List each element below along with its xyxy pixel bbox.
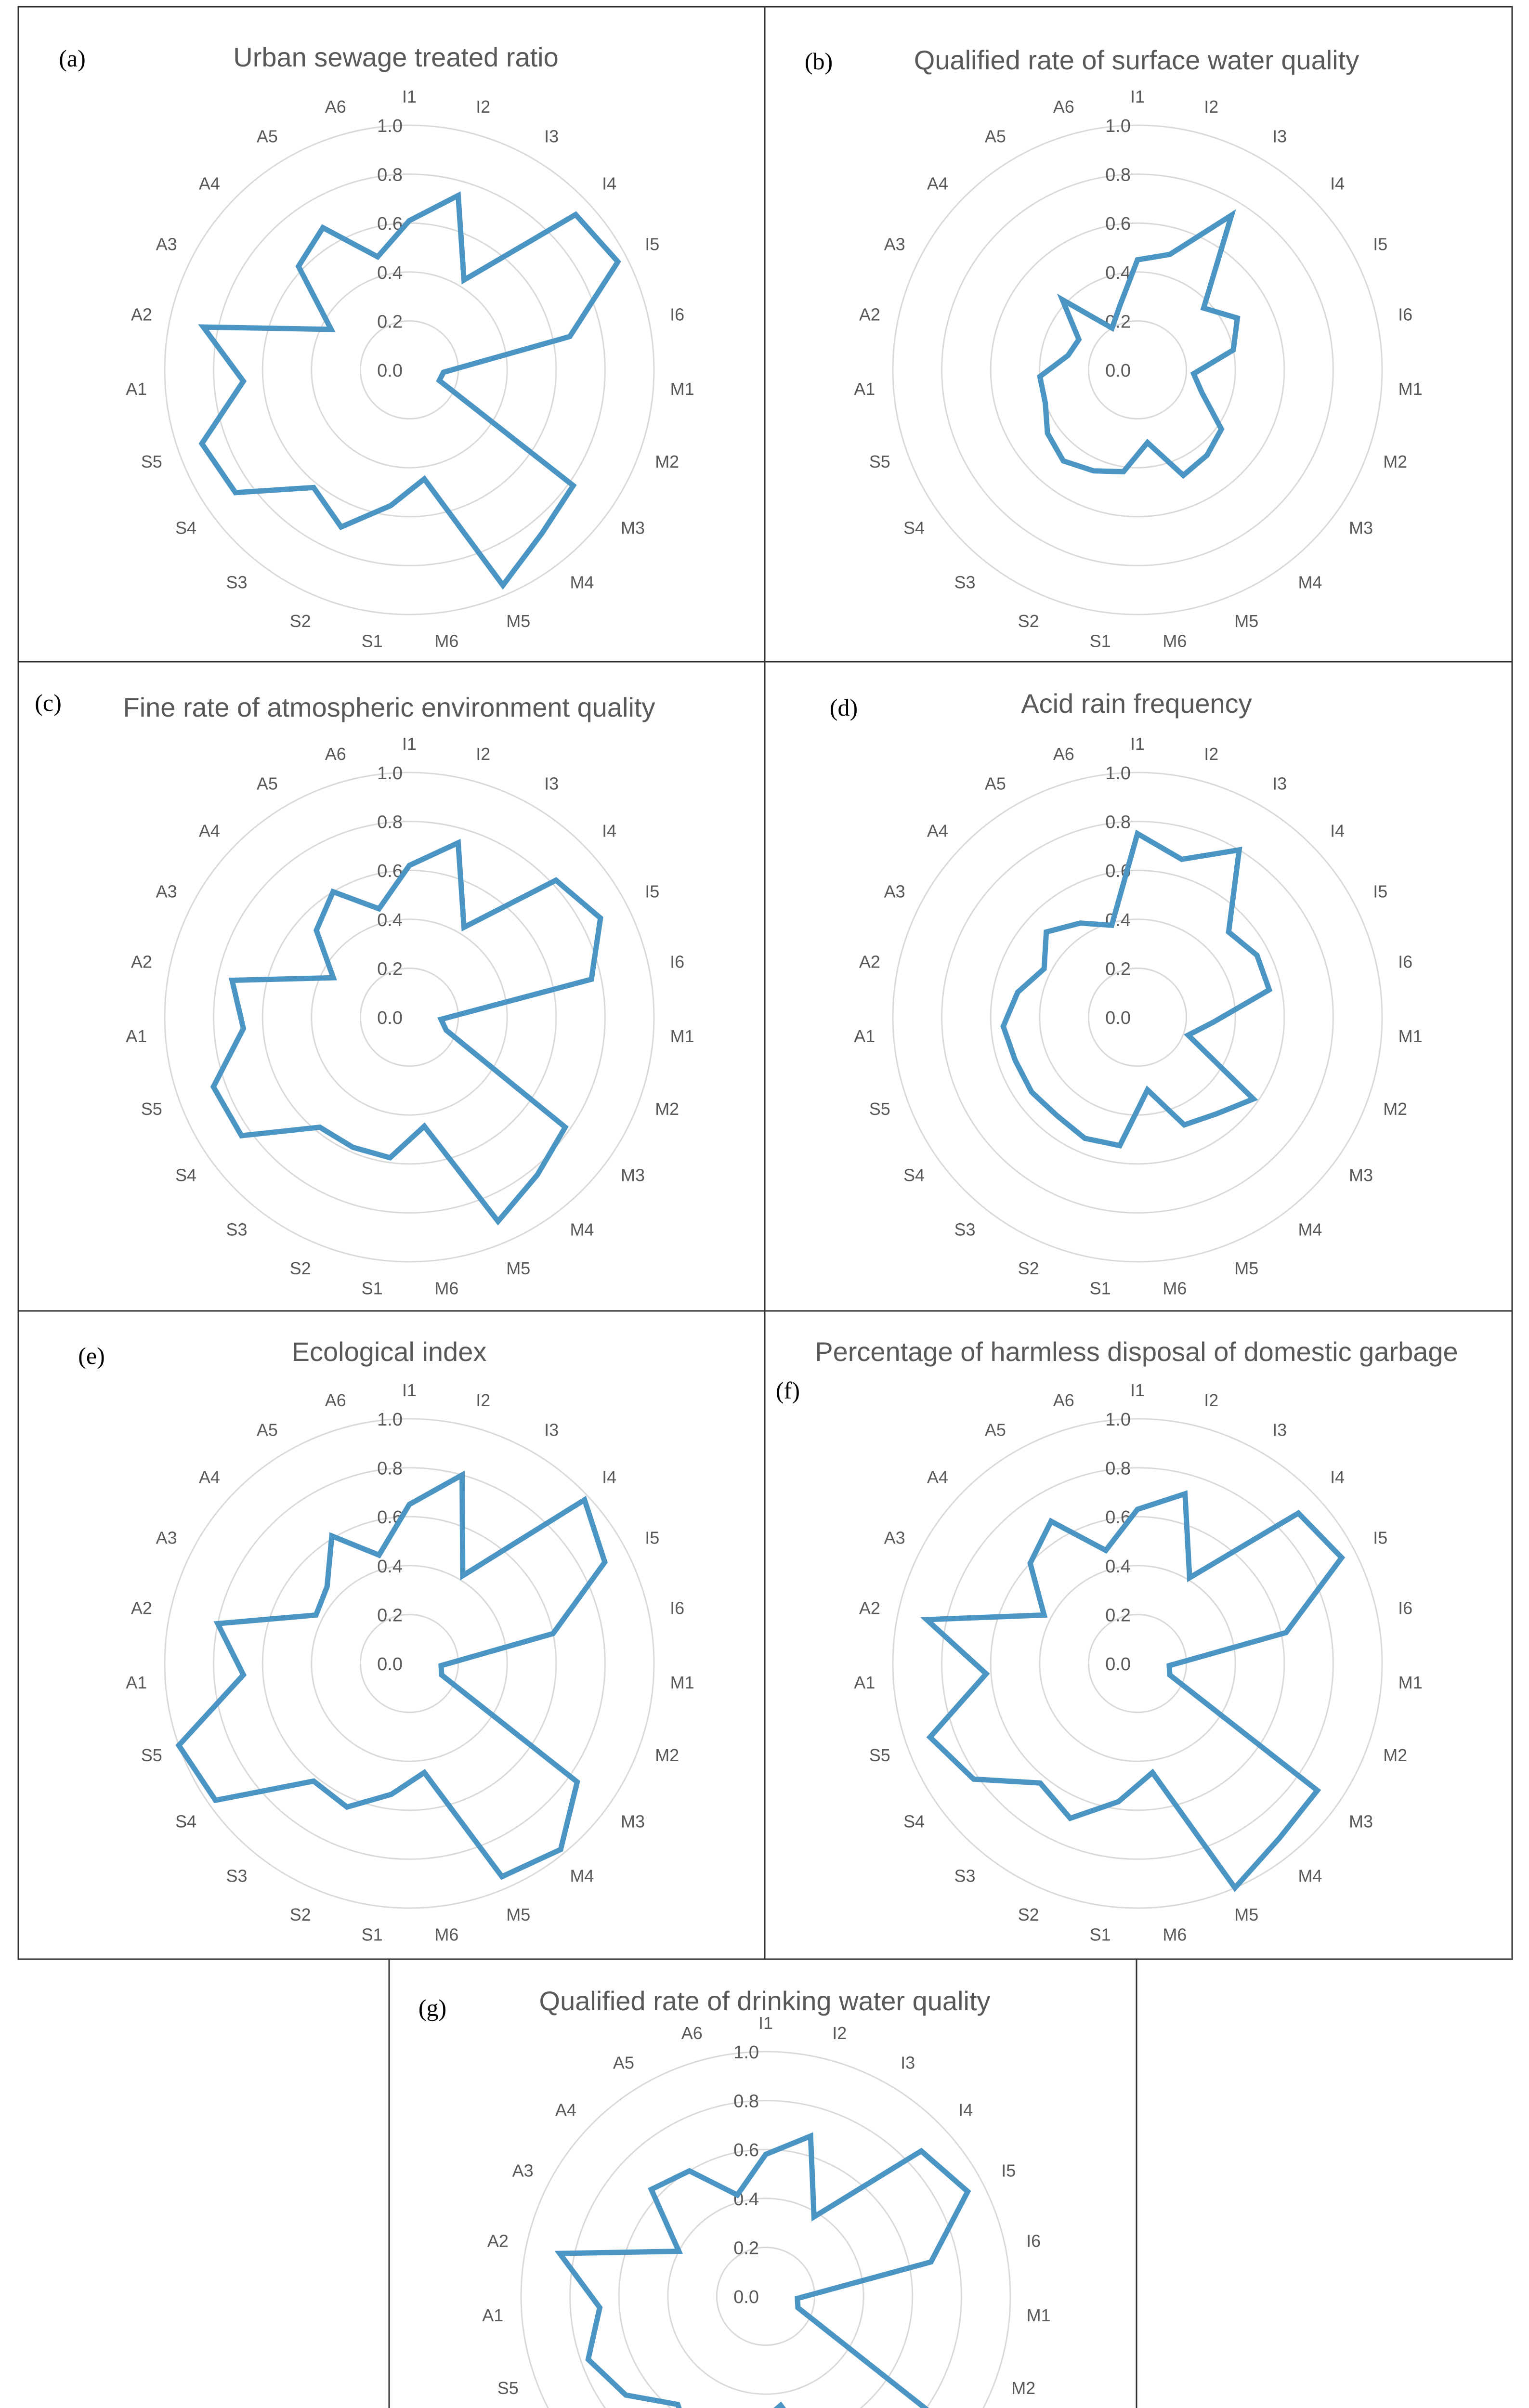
tick-label: 0.2 [1105, 312, 1131, 332]
category-label: M1 [1026, 2305, 1051, 2325]
category-label: A4 [555, 2100, 576, 2120]
category-label: S4 [175, 1811, 196, 1832]
category-label: M3 [1349, 518, 1373, 538]
grid-ring [262, 223, 556, 517]
tick-label: 0.0 [1105, 1654, 1131, 1675]
category-label: A1 [854, 1026, 876, 1046]
category-label: A5 [984, 773, 1006, 794]
category-label: S5 [869, 452, 890, 472]
category-label: M1 [670, 1026, 694, 1046]
category-label: I5 [645, 881, 660, 902]
category-label: M4 [1298, 572, 1322, 592]
category-label: A6 [325, 1390, 346, 1411]
chart-title: Ecological index [291, 1336, 487, 1367]
category-label: M5 [1234, 611, 1259, 631]
category-label: I4 [602, 173, 617, 194]
category-label: I6 [1026, 2231, 1041, 2251]
tick-label: 0.6 [1105, 861, 1131, 882]
category-label: S3 [954, 572, 976, 592]
category-label: S2 [1018, 1904, 1039, 1924]
category-label: I3 [1272, 773, 1287, 794]
grid-ring [262, 870, 556, 1164]
category-label: S4 [175, 1165, 196, 1185]
panel-border [18, 7, 765, 662]
grid-ring [312, 919, 507, 1115]
tick-label: 0.8 [377, 812, 403, 833]
panel-label: (f) [776, 1377, 800, 1404]
category-label: I5 [1373, 881, 1388, 902]
tick-label: 0.8 [1105, 812, 1131, 833]
category-label: M1 [1398, 1026, 1423, 1046]
tick-label: 0.4 [1105, 910, 1131, 930]
category-label: M2 [1011, 2378, 1036, 2398]
category-label: I2 [1204, 1390, 1219, 1411]
category-label: M3 [1349, 1165, 1373, 1185]
grid-ring [893, 772, 1382, 1262]
category-label: A1 [126, 379, 147, 399]
category-label: I5 [645, 234, 660, 254]
tick-label: 0.0 [377, 1008, 403, 1028]
category-label: S1 [361, 1278, 383, 1298]
category-label: I3 [901, 2053, 915, 2073]
chart-title: Fine rate of atmospheric environment quality [123, 692, 655, 722]
category-label: A5 [256, 1420, 278, 1440]
category-label: I5 [1373, 234, 1388, 254]
category-label: A6 [1053, 1390, 1074, 1411]
grid-ring [991, 870, 1284, 1164]
category-label: S4 [903, 1811, 925, 1832]
category-label: I5 [645, 1528, 660, 1548]
category-label: M4 [570, 572, 594, 592]
tick-label: 0.2 [377, 959, 403, 980]
category-label: A5 [984, 1420, 1006, 1440]
panel-label: (b) [804, 48, 833, 75]
category-label: I4 [602, 821, 617, 841]
category-label: M1 [670, 379, 694, 399]
category-label: M2 [655, 1099, 680, 1119]
category-label: I2 [1204, 744, 1219, 764]
category-label: S1 [1089, 631, 1111, 651]
category-label: I6 [1398, 952, 1413, 972]
category-label: S5 [497, 2378, 519, 2398]
radar-panel [765, 662, 1512, 1311]
category-label: A2 [131, 952, 152, 972]
category-label: M2 [1383, 1745, 1408, 1766]
tick-label: 0.4 [377, 262, 403, 283]
radar-panel [18, 1311, 765, 1959]
grid-ring [991, 1517, 1284, 1810]
tick-label: 0.0 [1105, 1008, 1131, 1028]
category-label: A1 [854, 379, 876, 399]
tick-label: 0.0 [733, 2287, 759, 2307]
tick-label: 0.8 [1105, 1458, 1131, 1479]
chart-title: Percentage of harmless disposal of domestic garbage [815, 1336, 1458, 1367]
category-label: I2 [476, 744, 491, 764]
radar-panel [389, 1959, 1137, 2408]
category-label: I2 [476, 97, 491, 117]
category-label: M5 [1234, 1904, 1259, 1924]
category-label: I6 [1398, 1598, 1413, 1618]
chart-title: Qualified rate of surface water quality [914, 45, 1359, 75]
category-label: M4 [1298, 1219, 1322, 1240]
category-label: I1 [1130, 734, 1145, 754]
category-label: M3 [621, 1811, 645, 1832]
category-label: S4 [903, 518, 925, 538]
tick-label: 0.4 [1105, 262, 1131, 283]
category-label: I4 [958, 2100, 973, 2120]
category-label: M2 [655, 452, 680, 472]
tick-label: 0.8 [733, 2091, 759, 2112]
tick-label: 0.8 [377, 165, 403, 185]
category-label: M3 [621, 518, 645, 538]
grid-ring [1040, 1566, 1235, 1761]
tick-label: 1.0 [1105, 116, 1131, 136]
chart-title: Qualified rate of drinking water quality [539, 1986, 991, 2016]
category-label: I5 [1373, 1528, 1388, 1548]
category-label: A1 [482, 2305, 504, 2325]
category-label: M6 [434, 631, 459, 651]
category-label: A5 [256, 126, 278, 146]
tick-label: 0.6 [377, 861, 403, 882]
category-label: A4 [198, 1467, 220, 1487]
category-label: I1 [1130, 87, 1145, 106]
category-label: M3 [621, 1165, 645, 1185]
tick-label: 0.0 [377, 1654, 403, 1675]
category-label: M5 [506, 1904, 531, 1924]
tick-label: 0.2 [1105, 1605, 1131, 1626]
category-label: A6 [325, 744, 346, 764]
category-label: I1 [402, 87, 417, 106]
category-label: A4 [198, 173, 220, 194]
category-label: I1 [758, 2013, 773, 2033]
category-label: A4 [198, 821, 220, 841]
tick-label: 0.8 [1105, 165, 1131, 185]
category-label: I4 [1330, 173, 1345, 194]
grid-ring [668, 2199, 863, 2394]
category-label: A3 [884, 881, 905, 902]
category-label: M6 [1163, 1278, 1187, 1298]
panel-label: (e) [78, 1342, 105, 1369]
category-label: S5 [141, 1099, 162, 1119]
panel-border [18, 662, 765, 1311]
chart-title: Acid rain frequency [1021, 688, 1252, 719]
panel-label: (d) [829, 694, 858, 721]
category-label: I3 [544, 773, 559, 794]
grid-ring [312, 1566, 507, 1761]
category-label: S4 [175, 518, 196, 538]
panel-label: (c) [35, 689, 62, 716]
grid-ring [893, 125, 1382, 615]
category-label: I6 [670, 1598, 685, 1618]
category-label: S2 [1018, 611, 1039, 631]
tick-label: 0.4 [733, 2189, 759, 2210]
grid-ring [942, 174, 1333, 566]
category-label: I6 [670, 304, 685, 325]
tick-label: 1.0 [377, 116, 403, 136]
category-label: A1 [126, 1026, 147, 1046]
category-label: I3 [1272, 126, 1287, 146]
category-label: I1 [402, 734, 417, 754]
tick-label: 0.6 [377, 1507, 403, 1528]
tick-label: 0.2 [377, 1605, 403, 1626]
category-label: S1 [1089, 1278, 1111, 1298]
category-label: S4 [903, 1165, 925, 1185]
category-label: I4 [602, 1467, 617, 1487]
tick-label: 0.2 [1105, 959, 1131, 980]
category-label: I1 [1130, 1380, 1145, 1400]
category-label: A6 [1053, 97, 1074, 117]
tick-label: 1.0 [377, 1410, 403, 1430]
category-label: S2 [289, 1258, 311, 1278]
category-label: S1 [361, 631, 383, 651]
category-label: I4 [1330, 1467, 1345, 1487]
panel-label: (a) [59, 45, 86, 72]
category-label: M4 [1298, 1866, 1322, 1886]
category-label: M5 [506, 611, 531, 631]
category-label: A3 [512, 2160, 534, 2181]
tick-label: 0.0 [1105, 361, 1131, 381]
category-label: S2 [289, 1904, 311, 1924]
tick-label: 0.0 [377, 361, 403, 381]
category-label: S3 [954, 1866, 976, 1886]
category-label: A2 [131, 304, 152, 325]
category-label: M4 [570, 1866, 594, 1886]
grid-ring [262, 1517, 556, 1810]
category-label: M6 [1163, 1924, 1187, 1945]
chart-title: Urban sewage treated ratio [233, 42, 559, 72]
tick-label: 1.0 [733, 2042, 759, 2063]
category-label: S3 [954, 1219, 976, 1240]
category-label: A2 [859, 1598, 880, 1618]
category-label: A2 [131, 1598, 152, 1618]
category-label: S3 [226, 1866, 248, 1886]
tick-label: 0.2 [377, 312, 403, 332]
category-label: I3 [1272, 1420, 1287, 1440]
category-label: A5 [256, 773, 278, 794]
category-label: S3 [226, 1219, 248, 1240]
tick-label: 0.6 [1105, 1507, 1131, 1528]
category-label: M2 [1383, 452, 1408, 472]
category-label: A3 [884, 234, 905, 254]
category-label: A4 [927, 173, 948, 194]
category-label: A4 [927, 821, 948, 841]
category-label: A1 [854, 1672, 876, 1692]
category-label: A2 [859, 304, 880, 325]
category-label: I5 [1001, 2160, 1016, 2181]
category-label: A5 [613, 2053, 634, 2073]
category-label: I1 [402, 1380, 417, 1400]
category-label: A3 [156, 234, 177, 254]
tick-label: 0.8 [377, 1458, 403, 1479]
category-label: M1 [1398, 1672, 1423, 1692]
tick-label: 0.6 [733, 2140, 759, 2161]
panel-border [765, 1311, 1512, 1959]
category-label: S1 [1089, 1924, 1111, 1945]
category-label: M2 [655, 1745, 680, 1766]
category-label: I2 [832, 2023, 847, 2043]
tick-label: 0.6 [1105, 214, 1131, 235]
category-label: A6 [1053, 744, 1074, 764]
category-label: S1 [361, 1924, 383, 1945]
category-label: I6 [670, 952, 685, 972]
category-label: S5 [141, 1745, 162, 1766]
grid-ring [214, 822, 605, 1213]
category-label: S3 [226, 572, 248, 592]
grid-ring [893, 1419, 1382, 1908]
radar-panel [765, 7, 1512, 662]
category-label: A1 [126, 1672, 147, 1692]
tick-label: 0.2 [733, 2238, 759, 2259]
category-label: I3 [544, 126, 559, 146]
data-series-line [179, 1475, 605, 1877]
tick-label: 1.0 [1105, 763, 1131, 784]
category-label: I4 [1330, 821, 1345, 841]
category-label: S5 [869, 1745, 890, 1766]
category-label: A4 [927, 1467, 948, 1487]
tick-label: 0.6 [377, 214, 403, 235]
category-label: A5 [984, 126, 1006, 146]
category-label: M5 [1234, 1258, 1259, 1278]
category-label: M1 [1398, 379, 1423, 399]
category-label: A6 [325, 97, 346, 117]
category-label: M6 [434, 1924, 459, 1945]
radar-panel [765, 1311, 1512, 1959]
data-series-line [927, 1494, 1342, 1888]
category-label: I2 [1204, 97, 1219, 117]
category-label: A3 [156, 1528, 177, 1548]
tick-label: 1.0 [377, 763, 403, 784]
grid-ring [312, 272, 507, 468]
grid-ring [521, 2052, 1010, 2408]
category-label: S2 [289, 611, 311, 631]
category-label: S5 [141, 452, 162, 472]
category-label: I6 [1398, 304, 1413, 325]
data-series-line [1040, 215, 1237, 475]
category-label: I2 [476, 1390, 491, 1411]
category-label: A2 [487, 2231, 509, 2251]
category-label: M6 [1163, 631, 1187, 651]
tick-label: 0.4 [1105, 1556, 1131, 1577]
category-label: M6 [434, 1278, 459, 1298]
panel-label: (g) [418, 1994, 447, 2021]
category-label: A2 [859, 952, 880, 972]
category-label: M1 [670, 1672, 694, 1692]
grid-ring [1040, 919, 1235, 1115]
tick-label: 0.4 [377, 1556, 403, 1577]
grid-ring [1088, 321, 1186, 419]
grid-ring [942, 822, 1333, 1213]
category-label: A6 [681, 2023, 703, 2043]
category-label: A3 [884, 1528, 905, 1548]
tick-label: 0.4 [377, 910, 403, 930]
radar-panel [18, 662, 765, 1311]
radar-panel [18, 7, 765, 662]
category-label: A3 [156, 881, 177, 902]
tick-label: 1.0 [1105, 1410, 1131, 1430]
category-label: M3 [1349, 1811, 1373, 1832]
category-label: M2 [1383, 1099, 1408, 1119]
category-label: S5 [869, 1099, 890, 1119]
category-label: S2 [1018, 1258, 1039, 1278]
category-label: M5 [506, 1258, 531, 1278]
grid-ring [1088, 968, 1186, 1066]
category-label: M4 [570, 1219, 594, 1240]
category-label: I3 [544, 1420, 559, 1440]
